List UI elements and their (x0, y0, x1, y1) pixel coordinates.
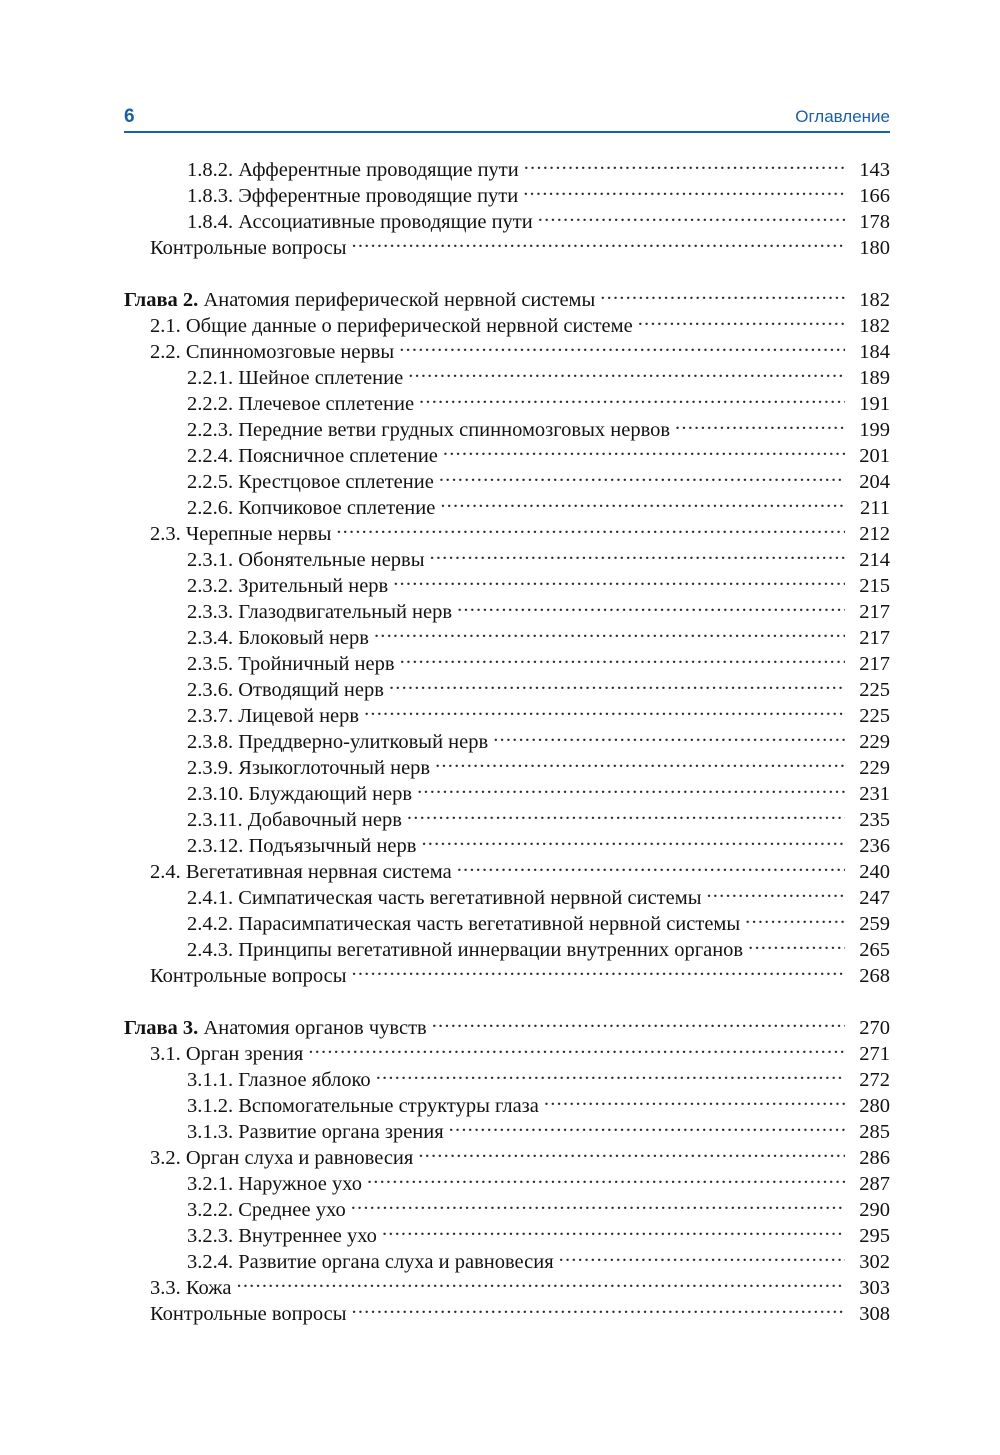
toc-entry-page-number: 272 (859, 1069, 890, 1091)
running-head-row (124, 100, 890, 126)
toc-dot-leader (457, 592, 845, 618)
toc-entry-page-number: 189 (859, 367, 890, 389)
toc-entry-label (124, 287, 595, 313)
toc-block (124, 280, 890, 987)
toc-entry-page-number: 217 (859, 601, 890, 623)
toc-entry-label: Контрольные вопросы (150, 237, 347, 259)
toc-dot-leader (524, 150, 845, 176)
toc-dot-leader (352, 1294, 845, 1320)
toc-entry-page-number: 236 (859, 835, 890, 857)
toc-entry-page-number: 225 (859, 705, 890, 727)
toc-chapter-number: Глава 2. (124, 289, 199, 311)
toc-entry-label: 2.2.2. Плечевое сплетение (187, 393, 415, 415)
toc-entry-label: 2.3.3. Глазодвигательный нерв (187, 601, 453, 623)
toc-entry[interactable] (124, 1294, 890, 1325)
toc-entry-page-number: 229 (859, 757, 890, 779)
running-head (124, 100, 890, 132)
toc-dot-leader (706, 878, 845, 904)
toc-dot-leader (376, 1060, 845, 1086)
toc-entry-label: 2.3.10. Блуждающий нерв (187, 783, 413, 805)
toc-entry-page-number: 280 (859, 1095, 890, 1117)
toc-entry-label: 2.2. Спинномозговые нервы (150, 341, 395, 363)
toc-entry-page-number: 184 (859, 341, 890, 363)
running-head-title: Оглавление (795, 107, 890, 126)
toc-entry-page-number: 240 (859, 861, 890, 883)
toc-entry-page-number: 247 (859, 887, 890, 909)
toc-entry-page-number: 143 (859, 159, 890, 181)
toc-entry-page-number: 287 (859, 1173, 890, 1195)
toc-entry-page-number: 212 (859, 523, 890, 545)
toc-dot-leader (418, 1138, 845, 1164)
toc-entry-label: 1.8.2. Афферентные проводящие пути (187, 159, 519, 181)
toc-dot-leader (745, 904, 845, 930)
toc-entry-page-number: 180 (859, 237, 890, 259)
page-number-folio: 6 (124, 106, 135, 127)
toc-dot-leader (538, 202, 845, 228)
toc-dot-leader (308, 1034, 845, 1060)
toc-entry-label: 2.2.4. Поясничное сплетение (187, 445, 438, 467)
toc-entry-page-number: 290 (859, 1199, 890, 1221)
toc-dot-leader (430, 540, 845, 566)
toc-entry-page-number: 217 (859, 627, 890, 649)
toc-entry-page-number: 265 (859, 939, 890, 961)
toc-entry-label: 2.3.6. Отводящий нерв (187, 679, 384, 701)
toc-entry-page-number: 215 (859, 575, 890, 597)
toc-entry-label: 3.2.4. Развитие органа слуха и равновесия (187, 1251, 554, 1273)
toc-entry-label: 2.3. Черепные нервы (150, 523, 332, 545)
toc-dot-leader (523, 176, 845, 202)
toc-chapter-title: Анатомия органов чувств (198, 1017, 427, 1039)
toc-entry-label: 3.2. Орган слуха и равновесия (150, 1147, 414, 1169)
toc-dot-leader (399, 332, 845, 358)
toc-entry-page-number: 214 (859, 549, 890, 571)
toc-entry-label: 2.3.12. Подъязычный нерв (187, 835, 417, 857)
toc-block (124, 1008, 890, 1325)
toc-entry-label: Контрольные вопросы (150, 1303, 347, 1325)
toc-dot-leader (382, 1216, 845, 1242)
table-of-contents (124, 150, 890, 1325)
toc-entry-label: 2.2.1. Шейное сплетение (187, 367, 404, 389)
toc-entry-label: 2.2.5. Крестцовое сплетение (187, 471, 434, 493)
toc-chapter-entry[interactable] (124, 280, 890, 311)
toc-entry-page-number: 231 (859, 783, 890, 805)
toc-entry-label: 2.2.6. Копчиковое сплетение (187, 497, 436, 519)
toc-entry-page-number: 295 (859, 1225, 890, 1247)
toc-dot-leader (439, 462, 845, 488)
toc-dot-leader (400, 644, 845, 670)
toc-dot-leader (421, 826, 845, 852)
toc-dot-leader (544, 1086, 845, 1112)
toc-entry-page-number: 199 (859, 419, 890, 441)
toc-entry-page-number: 182 (859, 315, 890, 337)
toc-entry-page-number: 271 (859, 1043, 890, 1065)
toc-entry-label: 2.3.7. Лицевой нерв (187, 705, 360, 727)
toc-dot-leader (449, 1112, 845, 1138)
toc-chapter-title: Анатомия периферической нервной системы (198, 289, 596, 311)
toc-dot-leader (336, 514, 845, 540)
toc-entry-page-number: 235 (859, 809, 890, 831)
toc-dot-leader (374, 618, 845, 644)
toc-entry-label: 2.4. Вегетативная нервная система (150, 861, 452, 883)
toc-entry-page-number: 211 (860, 497, 890, 519)
toc-dot-leader (675, 410, 845, 436)
toc-entry[interactable] (124, 150, 890, 181)
toc-dot-leader (559, 1242, 845, 1268)
toc-dot-leader (435, 748, 845, 774)
toc-entry-label: 3.2.3. Внутреннее ухо (187, 1225, 377, 1247)
toc-entry-page-number: 259 (859, 913, 890, 935)
toc-entry-page-number: 285 (859, 1121, 890, 1143)
toc-dot-leader (457, 852, 845, 878)
toc-entry-page-number: 303 (859, 1277, 890, 1299)
toc-dot-leader (237, 1268, 845, 1294)
toc-dot-leader (493, 722, 845, 748)
toc-entry-page-number: 302 (859, 1251, 890, 1273)
toc-entry-label: 2.3.9. Языкоглоточный нерв (187, 757, 431, 779)
toc-entry-page-number: 178 (859, 211, 890, 233)
toc-entry-label: 3.1.2. Вспомогательные структуры глаза (187, 1095, 539, 1117)
toc-entry-label: 2.3.4. Блоковый нерв (187, 627, 369, 649)
toc-dot-leader (364, 696, 845, 722)
toc-chapter-entry[interactable] (124, 1008, 890, 1039)
toc-block (124, 150, 890, 259)
toc-entry-page-number: 204 (859, 471, 890, 493)
toc-entry-label: 2.2.3. Передние ветви грудных спинномозговых нервов (187, 419, 671, 441)
toc-chapter-number: Глава 3. (124, 1017, 199, 1039)
toc-entry-label: 3.2.2. Среднее ухо (187, 1199, 346, 1221)
toc-dot-leader (393, 566, 845, 592)
toc-dot-leader (389, 670, 845, 696)
toc-entry-label: 1.8.4. Ассоциативные проводящие пути (187, 211, 533, 233)
toc-entry-label: 2.3.8. Преддверно-улитковый нерв (187, 731, 489, 753)
toc-entry-page-number: 166 (859, 185, 890, 207)
toc-entry-label: 3.2.1. Наружное ухо (187, 1173, 362, 1195)
toc-dot-leader (600, 280, 845, 306)
toc-entry-page-number: 201 (859, 445, 890, 467)
toc-dot-leader (432, 1008, 845, 1034)
running-head-rule (124, 131, 890, 133)
toc-entry-page-number: 191 (859, 393, 890, 415)
toc-entry-label: 2.3.2. Зрительный нерв (187, 575, 389, 597)
toc-dot-leader (367, 1164, 845, 1190)
toc-dot-leader (419, 384, 845, 410)
toc-dot-leader (638, 306, 845, 332)
toc-entry-label: 2.4.3. Принципы вегетативной иннервации внутренних органов (187, 939, 744, 961)
toc-entry-label: 2.3.11. Добавочный нерв (187, 809, 402, 831)
toc-entry-page-number: 217 (859, 653, 890, 675)
toc-dot-leader (351, 1190, 845, 1216)
toc-entry-page-number: 268 (859, 965, 890, 987)
toc-entry-label: 3.1.1. Глазное яблоко (187, 1069, 371, 1091)
toc-entry-label: 3.3. Кожа (150, 1277, 232, 1299)
toc-entry-page-number: 286 (859, 1147, 890, 1169)
toc-dot-leader (352, 228, 845, 254)
toc-entry-label: 3.1. Орган зрения (150, 1043, 304, 1065)
toc-dot-leader (417, 774, 845, 800)
toc-entry-label: 3.1.3. Развитие органа зрения (187, 1121, 444, 1143)
toc-dot-leader (408, 358, 845, 384)
toc-entry-label: 2.1. Общие данные о периферической нервной системе (150, 315, 633, 337)
toc-dot-leader (443, 436, 845, 462)
toc-entry-label: 2.4.1. Симпатическая часть вегетативной нервной системы (187, 887, 702, 909)
toc-entry-page-number: 182 (859, 289, 890, 311)
toc-dot-leader (440, 488, 845, 514)
toc-dot-leader (407, 800, 845, 826)
toc-entry-page-number: 229 (859, 731, 890, 753)
toc-entry-label: 2.3.5. Тройничный нерв (187, 653, 395, 675)
toc-entry-page-number: 225 (859, 679, 890, 701)
toc-entry[interactable] (124, 1268, 890, 1299)
toc-dot-leader (748, 930, 845, 956)
toc-entry-label: Контрольные вопросы (150, 965, 347, 987)
toc-entry-page-number: 308 (859, 1303, 890, 1325)
toc-entry-label: 2.4.2. Парасимпатическая часть вегетативной нервной системы (187, 913, 741, 935)
toc-entry-label: 2.3.1. Обонятельные нервы (187, 549, 425, 571)
toc-entry-label: 1.8.3. Эфферентные проводящие пути (187, 185, 519, 207)
toc-entry-page-number: 270 (859, 1017, 890, 1039)
toc-dot-leader (352, 956, 845, 982)
